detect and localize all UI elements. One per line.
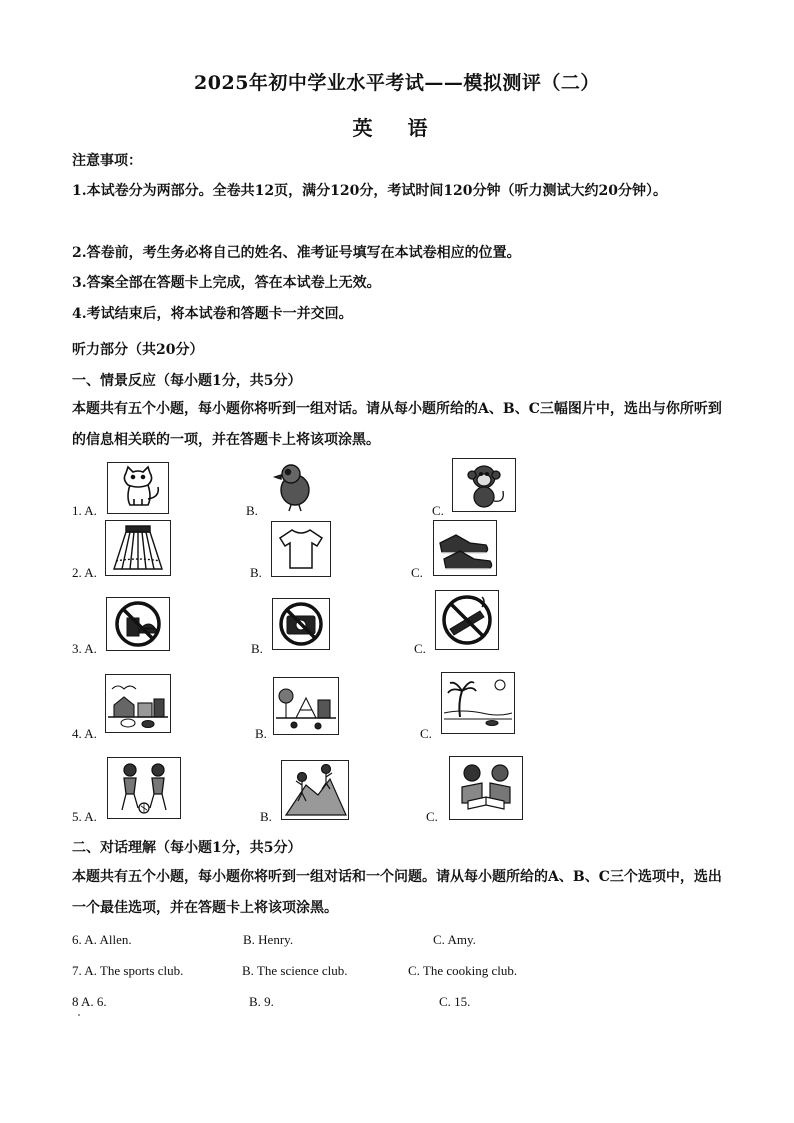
park-picture: [273, 677, 339, 735]
q4-option-a-label: 4. A.: [72, 726, 97, 741]
no-camera-sign-picture: [272, 598, 330, 650]
q1-option-b-label: B.: [246, 503, 258, 518]
page-mark: [78, 1014, 80, 1016]
q2-option-a-label: 2. A.: [72, 565, 97, 580]
note-item-3: 3.答案全部在答题卡上完成，答在本试卷上无效。: [72, 275, 381, 291]
section1-heading: 一、情景反应（每小题1分，共5分）: [72, 373, 302, 389]
q2-option-b-label: B.: [250, 565, 262, 580]
q8-option-a: 8 A. 6.: [72, 994, 107, 1009]
notes-heading: 注意事项：: [72, 153, 142, 169]
skirt-picture: [105, 520, 171, 576]
playing-football-picture: [107, 757, 181, 819]
q6-option-c: C. Amy.: [433, 932, 476, 947]
q6-option-a: 6. A. Allen.: [72, 932, 132, 947]
q5-option-b-label: B.: [260, 809, 272, 824]
q7-option-b: B. The science club.: [242, 963, 348, 978]
bird-picture: [269, 460, 321, 513]
q4-option-c-label: C.: [420, 726, 432, 741]
no-food-sign-picture: [106, 597, 170, 651]
q8-option-c: C. 15.: [439, 994, 471, 1009]
shoes-picture: [433, 520, 497, 576]
q3-option-a-label: 3. A.: [72, 641, 97, 656]
beach-picture: [441, 672, 515, 734]
cat-picture: [107, 462, 169, 514]
no-smoking-sign-picture: [435, 590, 499, 650]
q8-option-b: B. 9.: [249, 994, 274, 1009]
q2-option-c-label: C.: [411, 565, 423, 580]
reading-picture: [449, 756, 523, 820]
t-shirt-picture: [271, 521, 331, 577]
section2-instruction: 本题共有五个小题，每小题你将听到一组对话和一个问题。请从每小题所给的A、B、C三个选项中，选出一个最佳选项，并在答题卡上将该项涂黑。: [72, 869, 722, 916]
listening-heading: 听力部分（共20分）: [72, 342, 204, 358]
q5-option-a-label: 5. A.: [72, 809, 97, 824]
farm-picture: [105, 674, 171, 733]
note-item-1: 1.本试卷分为两部分。全卷共12页，满分120分，考试时间120分钟（听力测试大约20分钟）。: [72, 183, 668, 199]
note-item-4: 4.考试结束后，将本试卷和答题卡一并交回。: [72, 306, 353, 322]
exam-title: 2025年初中学业水平考试——模拟测评（二）: [194, 72, 600, 94]
subject-title: 英 语: [352, 116, 442, 140]
q1-option-a-label: 1. A.: [72, 503, 97, 518]
q4-option-b-label: B.: [255, 726, 267, 741]
section2-heading: 二、对话理解（每小题1分，共5分）: [72, 840, 302, 856]
monkey-picture: [452, 458, 516, 512]
climbing-picture: [281, 760, 349, 820]
q1-option-c-label: C.: [432, 503, 444, 518]
q7-option-c: C. The cooking club.: [408, 963, 518, 978]
q3-option-b-label: B.: [251, 641, 263, 656]
note-item-2: 2.答卷前，考生务必将自己的姓名、准考证号填写在本试卷相应的位置。: [72, 245, 521, 261]
q6-option-b: B. Henry.: [243, 932, 294, 947]
section1-instruction: 本题共有五个小题，每小题你将听到一组对话。请从每小题所给的A、B、C三幅图片中，选出与你所听到的信息相关联的一项，并在答题卡上将该项涂黑。: [72, 401, 722, 448]
q7-option-a: 7. A. The sports club.: [72, 963, 184, 978]
q3-option-c-label: C.: [414, 641, 426, 656]
q5-option-c-label: C.: [426, 809, 438, 824]
